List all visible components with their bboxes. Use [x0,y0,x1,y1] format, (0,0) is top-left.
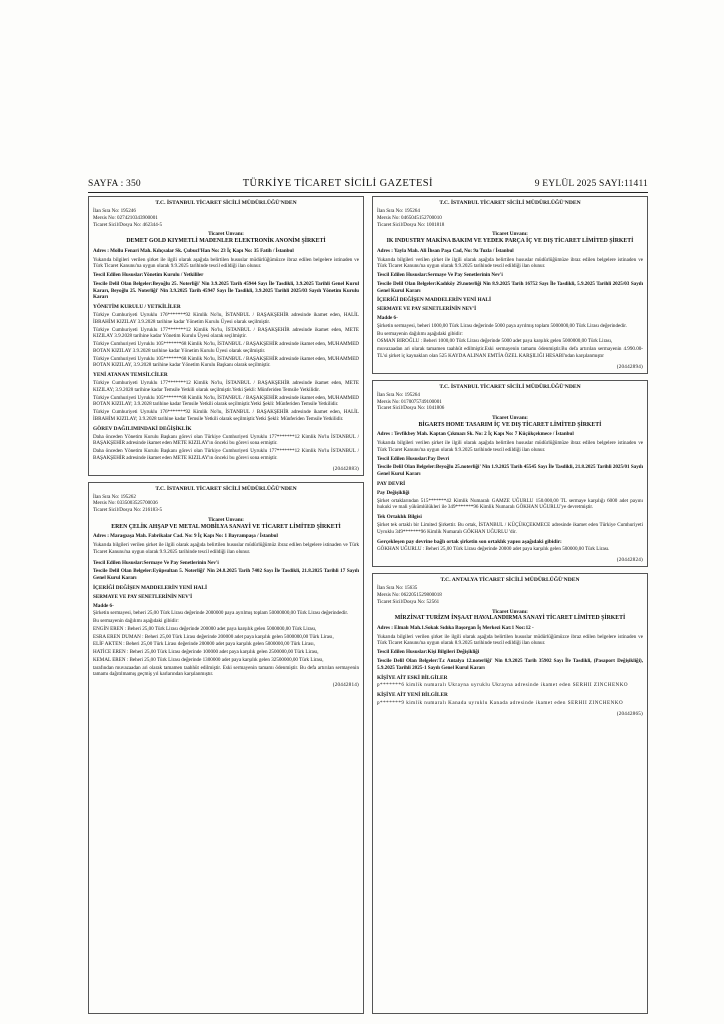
section-heading: Gerçekleşen pay devrine bağlı ortak şirketin son ortaklık yapısı aşağıdaki gibidir: [377,538,562,545]
section-heading: İÇERİĞİ DEĞİŞEN MADDELERİN YENİ HALİ [93,584,208,591]
page-header [88,178,648,189]
section-heading: GÖREV DAĞILIMINDAKİ DEĞİŞİKLİK [93,425,192,432]
ilan-sira-no: İlan Sıra No: 195246 [93,208,136,215]
section-paragraph: Türkiye Cumhuriyeti Uyruklu 176*******92 Kimlik No'lu, İSTANBUL / BAŞAKŞEHİR adresinde ikamet eden, HALİL İBRAHİM KIZILAY 3.9.2028 tarihine kadar Yönetim Kurulu Üyesi olarak seçilmiştir. [93,312,359,325]
mersis-no: Mersis No: 0622051529800018 [377,592,442,599]
notice-code: (20442865) [616,710,643,717]
notice-block [372,573,648,1014]
section-paragraph: Bu sermayenin dağılımı aşağıdaki gibidir: [93,618,179,625]
registry-office: T.C. İSTANBUL TİCARET SİCİLİ MÜDÜRLÜĞÜ'NDEN [439,383,581,390]
section-heading: KİŞİYE AİT ESKİ BİLGİLER [377,674,448,681]
notice-intro: Yukarıda bilgileri verilen şirket ile ilgili olarak aşağıda belirtilen hususlar müdürlüğümüzce ibraz edilen belgelere istinaden ve Türk Ticaret Kanunu'na uygun olarak 8.9.2025 tarihinde tescil edildiği ilan olunur. [377,633,643,647]
ilan-sira-no: İlan Sıra No: 195264 [377,208,420,215]
section-paragraph: Türkiye Cumhuriyeti Uyruklu 176*******92 Kimlik No'lu, İSTANBUL / BAŞAKŞEHİR adresinde ikamet eden, HALİL İBRAHİM KIZILAY; 3.9.2028 tarihine kadar Temsile Yetkili olarak seçilmiştir.Yetki Şekli: Münferiden Temsile Yetkilidir. [93,409,359,422]
section-paragraph: OSMAN BIROĞLU : Beheri 1000,00 Türk Lirası değerinde 5000 adet paya karşılık gelen 5000000,00 Türk Lirası, [377,338,613,345]
unvan-label: Ticaret Unvanı: [492,608,528,615]
notice-block [372,380,648,568]
section-paragraph: Türkiye Cumhuriyeti Uyruklu 105*******68 Kimlik No'lu, İSTANBUL / BAŞAKŞEHİR adresinde ikamet eden, MUHAMMED BOTAN KIZILAY; 3.9.2028 tarihine kadar Temsile Yetkili olarak seçilmiştir.Yetki Şekli: Münferiden Temsile Yetkilidir. [93,394,359,408]
section-paragraph: Şirket tek ortaklı bir Limited Şirkettir. Bu ortak, İSTANBUL / KÜÇÜKÇEKMECE adresinde ikamet eden Türkiye Cumhuriyeti Uyruklu 349*******96 Kimlik Numaralı GÖKHAN UĞURLU 'dir. [377,522,643,535]
company-address: Adres : Mollu Fenari Mah. Kılıçsalar Sk. Çubucl'Han No: 23 İç Kapı No: 35 Fatih / İstanbul [93,247,294,254]
section-paragraph: Türkiye Cumhuriyeti Uyruklu 177*******12 Kimlik No'lu, İSTANBUL / BAŞAKŞEHİR adresinde ikamet eden, METE KIZILAY 3.9.2028 tarihine kadar Yönetim Kurulu Üyesi olarak seçilmiştir. [93,326,359,340]
section-paragraph: p*******6 kimlik numaralı Ukrayna uyruklu Ukrayna adresinde ikamet eden SERHII ZINCHENKO [377,682,629,689]
tescile-delil-belgeler: Tescile Delil Olan Belgeler:Beyoğlu 25.noterliği' Nin 1.9.2025 Tarih 45545 Sayı İle Tasdikli, 21.8.2025 Tarihli 2025/01 Sayılı Genel Kurul Kararı [377,464,643,478]
notice-block [88,482,364,1015]
section-heading: YÖNETİM KURULU / YETKİLİLER [93,304,181,311]
registry-office: T.C. ANTALYA TİCARET SİCİLİ MÜDÜRLÜĞÜ'NDEN [440,577,580,584]
section-paragraph: Daha önceden Yönetim Kurulu Başkanı görevi olan Türkiye Cumhuriyeti Uyruklu 177*******12 Kimlik No'lu İSTANBUL / BAŞAKŞEHİR adresinde ikamet eden METE KIZILAY'ın önceki bu görevi sona ermiştir. [93,448,359,461]
section-paragraph: Şirketin sermayesi, beheri 25,00 Türk Lirası değerinde 2000000 paya ayrılmış toplam 50000000,00 Türk Lirası değerindedir. [93,610,349,617]
ilan-sira-no: İlan Sıra No: 195264 [377,391,420,398]
registry-office: T.C. İSTANBUL TİCARET SİCİLİ MÜDÜRLÜĞÜ'NDEN [155,200,297,206]
notice-block [372,196,648,374]
ticaret-sicil-no: Ticaret Sicil/Dosya No: 52561 [377,598,440,605]
header-divider [88,192,648,193]
tescil-edilen-hususlar: Tescil Edilen Hususlar:Sermaye Ve Pay Senetlerinin Nev'i [377,272,503,279]
notice-intro: Yukarıda bilgileri verilen şirket ile ilgili olarak aşağıda belirtilen hususlar müdürlüğümüz ibraz edilen belgelere istinaden ve Türk Ticaret Kanunu'na uygun olarak 9.9.2025 tarihinde tescil edildiği ilan olunur. [93,542,359,555]
ilan-sira-no: İlan Sıra No: 15635 [377,585,418,592]
mersis-no: Mersis No: 0465045152700010 [377,214,442,221]
notice-block [88,196,364,476]
section-paragraph: ELİF AKTEN : Beheri 25,00 Türk Lirası değerinde 200000 adet paya karşılık gelen 5000000,00 Türk Lirası, [93,641,315,648]
company-address: Adres : Tevfikbey Mah. Kaptan Çıkmazı Sk. No: 2 İç Kapı No: 7 Küçükçekmece / İstanbul [377,431,574,438]
section-paragraph: Şirket ortaklarından 515*******42 Kimlik Numaralı GAMZE UĞURLU 150.000,00 TL sermaye karşılığı 6000 adet payını hukuki ve mali yükümlülükleri ile 349*******96 Kimlik Numaralı GÖKHAN UĞURLU'ye devretmiştir. [377,497,643,511]
section-paragraph: ESRA EREN DUMAN : Beheri 25,00 Türk Lirası değerinde 200000 adet paya karşılık gelen 5000000,00 Türk Lirası, [93,633,334,640]
notice-intro: Yukarıda bilgileri verilen şirket ile ilgili olarak aşağıda belirtilen hususlar müdürlüğümüzce ibraz edilen belgelere istinaden ve Türk Ticaret Kanunu'na uygun olarak 9.9.2025 tarihinde tescil edildiği ilan olunur. [93,256,359,270]
ticaret-sicil-no: Ticaret Sicil/Dosya No: 462344-5 [93,221,162,228]
ticaret-sicil-no: Ticaret Sicil/Dosya No: 1041806 [377,405,445,412]
company-address: Adres : Elmalı Mah.1.Sokak Sıdıka Başorgan İş Merkezi Kat:1 Noc:12 - [377,624,534,631]
section-subheading: Pay Değişikliği [377,489,410,496]
mersis-no: Mersis No: 0170075749100001 [377,398,442,405]
section-paragraph: Bu sermayenin dağılımı aşağıdaki gibidir: [377,330,463,337]
registry-office: T.C. İSTANBUL TİCARET SİCİLİ MÜDÜRLÜĞÜ'NDEN [155,485,297,492]
ticaret-sicil-no: Ticaret Sicil/Dosya No: 216183-5 [93,507,162,514]
section-paragraph: tarafından muvazaadan ari olarak tamamen taahhüt edilmiştir. Eski sermayenin tamamı ödenmiştir. Bu defa artırılan sermayenin tamamı dağıtılmamış geçmiş yıl karlarından karşılanmıştır. [93,664,359,678]
section-paragraph: Türkiye Cumhuriyeti Uyruklu 177*******12 Kimlik No'lu, İSTANBUL / BAŞAKŞEHİR adresinde ikamet eden, METE KIZILAY; 3.9.2028 tarihine kadar Temsile Yetkili olarak seçilmiştir.Yetki Şekli: Münferiden Temsile Yetkilidir. [93,380,359,393]
madde-label: Madde 6- [93,602,114,609]
company-title: DEMET GOLD KIYMETLİ MADENLER ELEKTRONİK ANONİM ŞİRKETİ [126,238,326,245]
gazette-title: TÜRKİYE TİCARET SİCİLİ GAZETESİ [242,178,433,189]
section-paragraph: Türkiye Cumhuriyeti Uyruklu 105*******68 Kimlik No'lu, İSTANBUL / BAŞAKŞEHİR adresinde ikamet eden, MUHAMMED BOTAN KIZILAY 3.9.2028 tarihine kadar Yönetim Kurulu Üyesi olarak seçilmiştir. [93,341,359,354]
section-paragraph: ENGİN EREN : Beheri 25,00 Türk Lirası değerinde 200000 adet paya karşılık gelen 5000000,00 Türk Lirası, [93,625,317,632]
section-heading: PAY DEVRİ [377,480,406,487]
company-address: Adres : Maraşpaşa Mah. Fabrikalar Cad. No: 9 İç Kapı No: 1 Bayrampaşa / İstanbul [93,533,278,540]
company-title: IK INDUSTRY MAKİNA BAKIM VE YEDEK PARÇA İÇ VE DIŞ TİCARET LİMİTED ŞİRKETİ [386,238,634,245]
company-title: BİGARTS HOME TASARIM İÇ VE DIŞ TİCARET LİMİTED ŞİRKETİ [418,421,602,428]
tescil-edilen-hususlar: Tescil Edilen Hususlar:Pay Devri [377,455,450,462]
page-number: SAYFA : 350 [88,179,141,189]
section-paragraph: GÖKHAN UĞURLU : Beheri 25,00 Türk Lirası değerinde 20000 adet paya karşılık gelen 500000,00 Türk Lirası. [377,546,610,553]
section-subheading: SERMAYE VE PAY SENETLERİNİN NEV'İ [377,306,477,313]
unvan-label: Ticaret Unvanı: [492,414,528,421]
tescil-edilen-hususlar: Tescil Edilen Hususlar:Kişi Bilgileri Değişikliği [377,649,480,656]
section-paragraph: Türkiye Cumhuriyeti Uyruklu 105*******68 Kimlik No'lu, İSTANBUL / BAŞAKŞEHİR adresinde ikamet eden, MUHAMMED BOTAN KIZILAY, 3.9.2028 tarihine kadar Yönetim Kurulu Başkanı olarak seçilmiştir. [93,355,359,369]
notice-code: (20442824) [616,557,643,564]
registry-office: T.C. İSTANBUL TİCARET SİCİLİ MÜDÜRLÜĞÜ'NDEN [439,200,581,206]
section-paragraph: p*******9 kimlik numaralı Kanada uyruklu Kanada adresinde ikamet eden SERHII ZINCHENKO [377,700,624,707]
notice-code: (20442883) [332,465,359,472]
madde-label: Madde 6- [377,315,398,322]
section-heading: YENİ ATANAN TEMSİLCİLER [93,372,168,379]
ilan-sira-no: İlan Sıra No: 195262 [93,493,136,500]
section-heading: KİŞİYE AİT YENİ BİLGİLER [377,692,448,699]
tescile-delil-belgeler: Tescile Delil Olan Belgeler:T.c Antalya 12.noterliği' Nin 8.9.2025 Tarih 35902 Sayı İle Tasdikli, (Pasaport Değişikliği), 5.9.2025 Tarihli 2025-1 Sayılı Genel Kurul Kararı [377,658,643,671]
tescil-edilen-hususlar: Tescil Edilen Hususlar:Yönetim Kurulu / Yetkililer [93,272,204,279]
notice-intro: Yukarıda bilgileri verilen şirket ile ilgili olarak aşağıda belirtilen hususlar müdürlüğümüze ibraz edilen belgelere istinaden ve Türk Ticaret Kanunu'na uygun olarak 9.9.2025 tarihinde tescil edildiği ilan olunur. [377,440,643,453]
tescile-delil-belgeler: Tescile Delil Olan Belgeler:Beyoğlu 25. Noterliği' Nin 3.9.2025 Tarih 45944 Sayı İle Tasdikli, 3.9.2025 Tarihli Genel Kurul Kararı, Beyoğlu 25. Noterliği' Nin 3.9.2025 Tarih 45947 Sayı İle Tasdikli, 3.9.2025 Tarihli 2025/03 Sayılı Yönetim Kurulu Kararı [93,280,359,301]
unvan-label: Ticaret Unvanı: [208,231,244,238]
section-heading: Tek Ortaklık Bilgisi [377,514,422,521]
notice-code: (20442814) [332,682,359,689]
unvan-label: Ticaret Unvanı: [208,516,244,523]
section-paragraph: HATİCE EREN : Beheri 25,00 Türk Lirası değerinde 100000 adet paya karşılık gelen 2500000,00 Türk Lirası, [93,649,319,656]
section-paragraph: muvazaadan ari olarak tamamen taahhüt edilmiştir.Eski sermayenin tamamı ödenmiştir.Bu defa artırılan sermayenin 4.990.00-TL'si şirket iç kaynakları olan 525 KAYDA ALINAN EMTİA ÖZEL KARŞILIĞI HESABI'ndan karşılanmıştır [377,346,643,359]
section-paragraph: KEMAL EREN : Beheri 25,00 Türk Lirası değerinde 1300000 adet paya karşılık gelen 32500000,00 Türk Lirası, [93,656,324,663]
section-paragraph: Daha önceden Yönetim Kurulu Başkanı görevi olan Türkiye Cumhuriyeti Uyruklu 177*******12 Kimlik No'lu İSTANBUL / BAŞAKŞEHİR adresinde ikamet eden METE KIZILAY'ın önceki bu görevi sona ermiştir. [93,433,359,447]
section-paragraph: Şirketin sermayesi, beheri 1000,00 Türk Lirası değerinde 5000 paya ayrılmış toplam 5000000,00 Türk Lirası değerindedir. [377,322,627,329]
mersis-no: Mersis No: 0335003525700036 [93,500,158,507]
section-heading: İÇERİĞİ DEĞİŞEN MADDELERİN YENİ HALİ [377,297,492,304]
issue-date: 9 EYLÜL 2025 SAYI:11411 [534,179,648,189]
tescil-edilen-hususlar: Tescil Edilen Hususlar:Sermaye Ve Pay Senetlerinin Nev'i [93,559,219,566]
tescile-delil-belgeler: Tescile Delil Olan Belgeler:Eyüpsultan 5. Noterliği' Nin 24.8.2025 Tarih 7402 Sayı İle Tasdikli, 21.8.2025 Tarihli 17 Sayılı Genel Kurul Kararı [93,568,359,582]
company-title: EREN ÇELİK AHŞAP VE METAL MOBİLYA SANAYİ VE TİCARET LİMİTED ŞİRKETİ [111,523,341,530]
tescile-delil-belgeler: Tescile Delil Olan Belgeler:Kadıköy 29.noterliği Nin 8.9.2025 Tarih 16752 Sayı İle Tasdikli, 5.9.2025 Tarihli 2025/03 Sayılı Genel Kurul Kararı [377,280,643,294]
section-subheading: SERMAYE VE PAY SENETLERİNİN NEV'İ [93,593,193,600]
mersis-no: Mersis No: 0274210343900001 [93,214,158,221]
ticaret-sicil-no: Ticaret Sicil/Dosya No: 1001818 [377,221,445,228]
notice-intro: Yukarıda bilgileri verilen şirket ile ilgili olarak aşağıda belirtilen hususlar müdürlüğümüze ibraz edilen belgelere istinaden ve Türk Ticaret Kanunu'na uygun olarak 9.9.2025 tarihinde tescil edildiği ilan olunur. [377,256,643,270]
left-column [88,196,364,1014]
company-address: Adres : Yayla Mah. Ali İhsan Paşa Cad, No: 9a Tuzla / İstanbul [377,247,514,254]
notice-code: (20442894) [616,363,643,370]
company-title: MİRZİNAT TURİZM İNŞAAT HAVALANDIRMA SANAYİ TİCARET LİMİTED ŞİRKETİ [394,615,626,622]
unvan-label: Ticaret Unvanı: [492,231,528,238]
right-column [372,196,648,1014]
columns-container [88,196,648,1014]
